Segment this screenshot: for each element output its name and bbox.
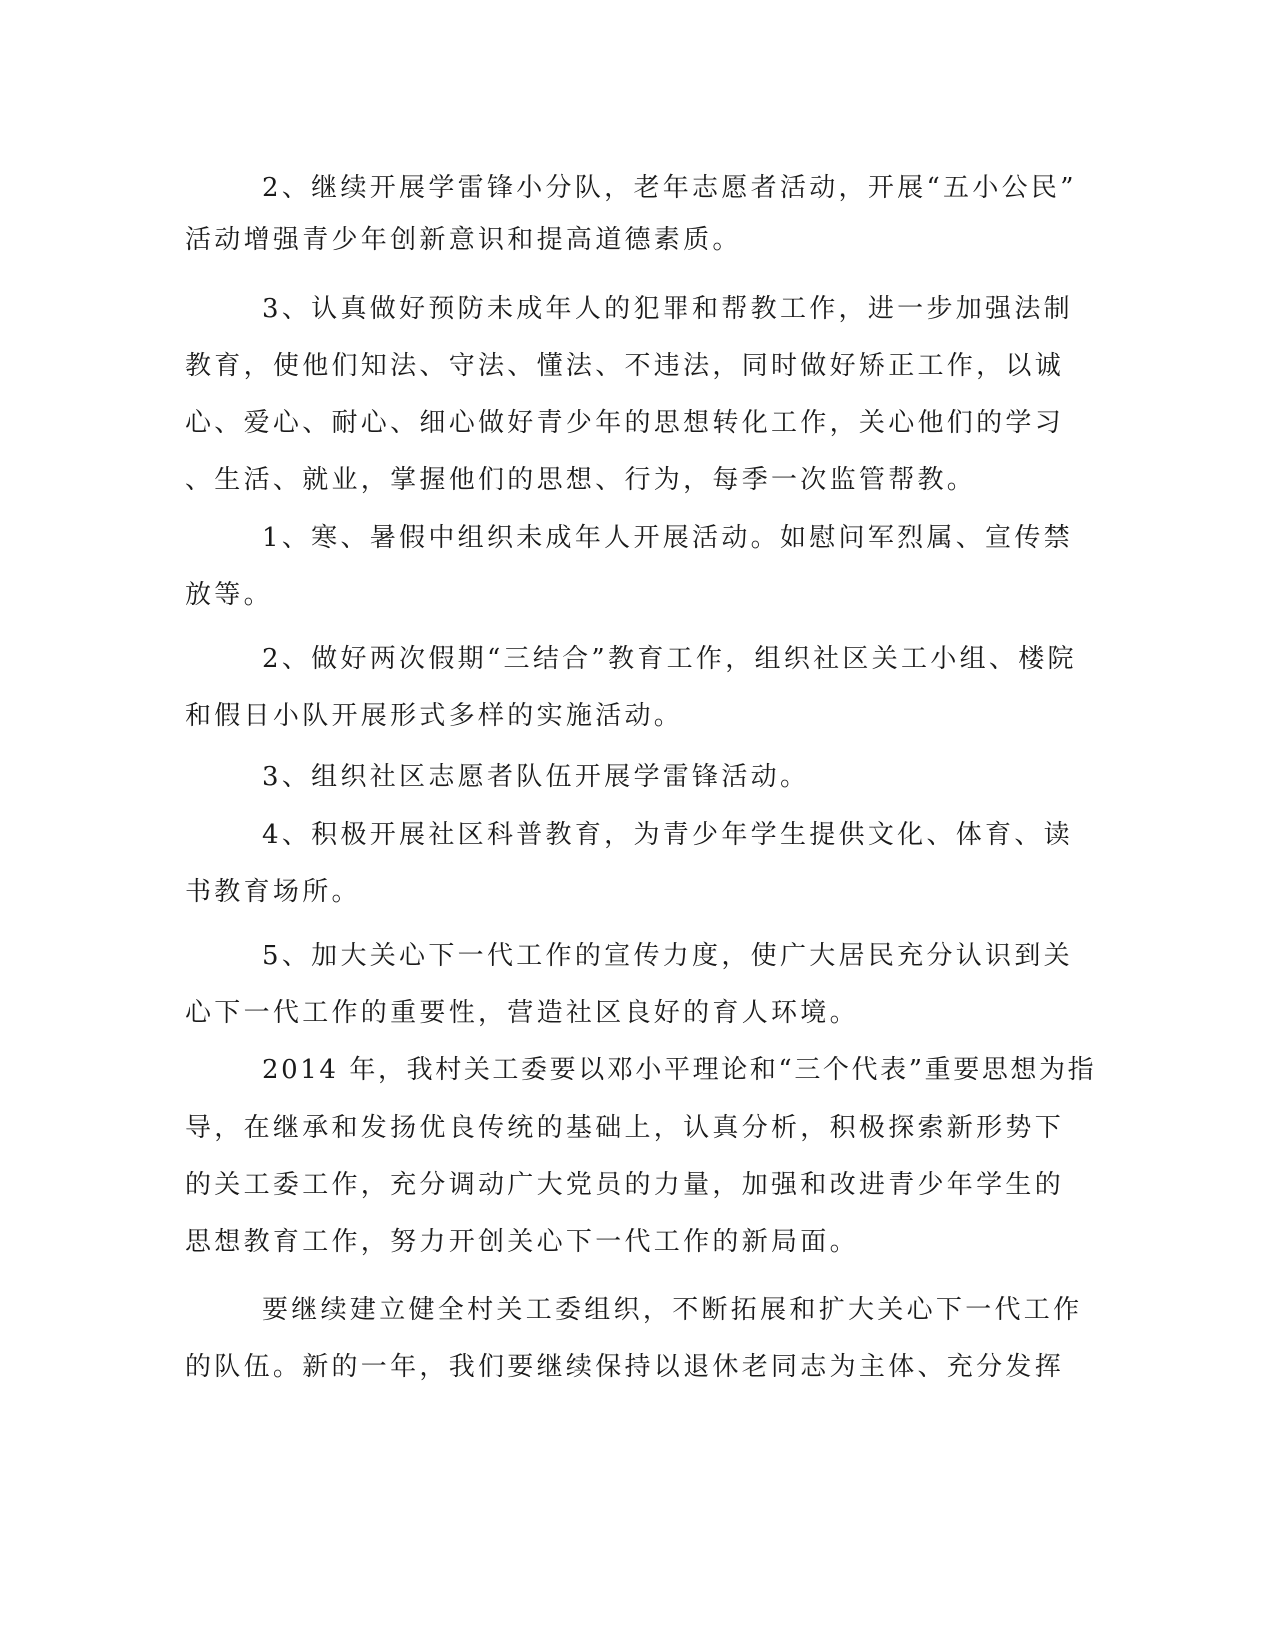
text-line: 要继续建立健全村关工委组织，不断拓展和扩大关心下一代工作: [262, 1295, 1083, 1325]
text-line: 教育，使他们知法、守法、懂法、不违法，同时做好矫正工作，以诚: [185, 351, 1065, 381]
text-line: 活动增强青少年创新意识和提高道德素质。: [185, 225, 742, 255]
text-line: 2、继续开展学雷锋小分队，老年志愿者活动，开展“五小公民”: [262, 173, 1077, 203]
text-line: 4、积极开展社区科普教育，为青少年学生提供文化、体育、读: [262, 820, 1073, 850]
text-line: 心、爱心、耐心、细心做好青少年的思想转化工作，关心他们的学习: [185, 408, 1065, 438]
text-line: 1、寒、暑假中组织未成年人开展活动。如慰问军烈属、宣传禁: [262, 523, 1073, 553]
text-line: 、生活、就业，掌握他们的思想、行为，每季一次监管帮教。: [185, 465, 977, 495]
text-line: 导，在继承和发扬优良传统的基础上，认真分析，积极探索新形势下: [185, 1113, 1065, 1143]
text-line: 放等。: [185, 580, 273, 610]
text-line: 2014 年，我村关工委要以邓小平理论和“三个代表”重要思想为指: [262, 1055, 1097, 1085]
text-line: 思想教育工作，努力开创关心下一代工作的新局面。: [185, 1227, 859, 1257]
text-line: 3、认真做好预防未成年人的犯罪和帮教工作，进一步加强法制: [262, 294, 1073, 324]
text-line: 心下一代工作的重要性，营造社区良好的育人环境。: [185, 998, 859, 1028]
text-line: 5、加大关心下一代工作的宣传力度，使广大居民充分认识到关: [262, 941, 1073, 971]
text-line: 2、做好两次假期“三结合”教育工作，组织社区关工小组、楼院: [262, 644, 1077, 674]
text-line: 书教育场所。: [185, 877, 361, 907]
text-line: 的关工委工作，充分调动广大党员的力量，加强和改进青少年学生的: [185, 1170, 1065, 1200]
text-line: 和假日小队开展形式多样的实施活动。: [185, 701, 684, 731]
text-line: 的队伍。新的一年，我们要继续保持以退休老同志为主体、充分发挥: [185, 1352, 1065, 1382]
text-line: 3、组织社区志愿者队伍开展学雷锋活动。: [262, 762, 810, 792]
